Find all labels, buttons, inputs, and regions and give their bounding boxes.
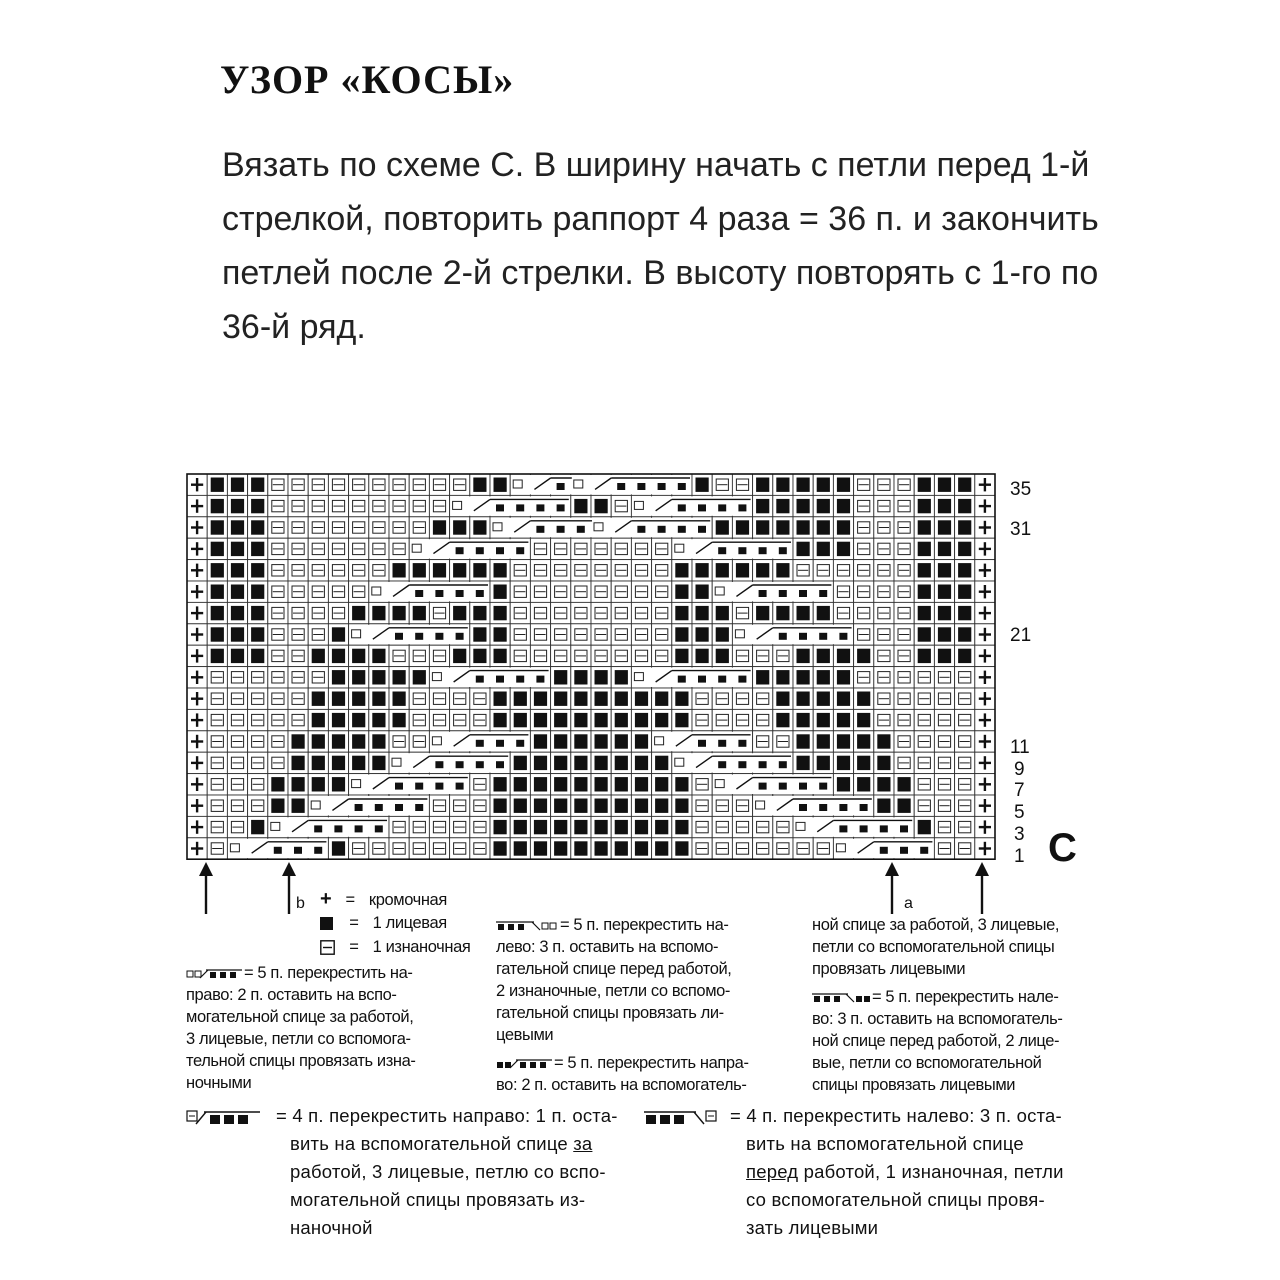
page-title: УЗОР «КОСЫ»: [220, 57, 515, 102]
row-label-1: 1: [1014, 846, 1025, 867]
arrow-up-icon: [882, 862, 902, 914]
legend-knit: = 1 лицевая: [320, 912, 447, 934]
cable-5-left-icon: [496, 920, 560, 932]
purl-square-icon: [320, 940, 335, 955]
knitting-chart: [185, 472, 1005, 862]
row-label-9: 9: [1014, 759, 1025, 780]
legend-cross-4-left: = 4 п. перекрестить налево: 3 п. оста- вить на вспомогательной спице перед работой, 1 изнаночная, петли со вспомогательной спицы провя- зать лицевыми: [644, 1102, 1104, 1242]
legend-cross-4-right: = 4 п. перекрестить направо: 1 п. оста- вить на вспомогательной спице за работой, 3 лицевые, петлю со вспо- могательной спицы провязать из- наночной: [186, 1102, 646, 1242]
cable-4-left-icon: [644, 1109, 720, 1125]
row-label-7: 7: [1014, 780, 1025, 801]
legend-cross-5-right-purl: = 5 п. перекрестить на- право: 2 п. оставить на вспо- могательной спице за работой, 3 лицевые, петли со вспомога- тельной спицы провязать изна- ночными: [186, 964, 416, 1092]
legend-purl: = 1 изнаночная: [320, 936, 470, 958]
legend-cross-5-right-knit: = 5 п. перекрестить напра- во: 2 п. оставить на вспомогатель-: [496, 1054, 749, 1094]
legend-cross-5-left-knit: = 5 п. перекрестить нале- во: 3 п. оставить на вспомогатель- ной спице перед работой, 2 лице- вые, петли со вспомогательной спицы провязать лицевыми: [812, 988, 1063, 1094]
row-label-5: 5: [1014, 802, 1025, 823]
arrow-label-a: a: [904, 895, 913, 912]
cable-5-right-icon: [186, 968, 244, 980]
cable-4-right-icon: [186, 1109, 262, 1125]
cable-5-right-knit-icon: [496, 1058, 554, 1070]
row-label-21: 21: [1010, 625, 1032, 646]
arrow-label-b: b: [296, 895, 305, 912]
row-label-3: 3: [1014, 824, 1025, 845]
knit-square-icon: [320, 917, 333, 930]
row-label-35: 35: [1010, 479, 1032, 500]
arrow-up-icon: [972, 862, 992, 914]
row-label-31: 31: [1010, 519, 1032, 540]
legend-edge: + = кромочная: [320, 888, 447, 910]
row-label-11: 11: [1010, 737, 1030, 758]
instructions-text: Вязать по схеме С. В ширину начать с петли перед 1-й стрелкой, повторить раппорт 4 раза = 36 п. и закончить петлей после 2-й стрелки. В высоту повторять с 1-го по 36-й ряд.: [222, 146, 1099, 346]
arrow-up-icon: [196, 862, 216, 914]
legend-cross-5-right-knit-cont: ной спице за работой, 3 лицевые, петли со вспомогательной спицы провязать лицевыми: [812, 916, 1060, 978]
legend-cross-5-left-purl: = 5 п. перекрестить на- лево: 3 п. оставить на вспомо- гательной спице перед работой, 2 изнаночные, петли со вспомо- гательной спицы провязать ли- цевыми: [496, 916, 732, 1044]
chart-label: C: [1048, 826, 1077, 870]
cable-5-left-knit-icon: [812, 992, 872, 1004]
